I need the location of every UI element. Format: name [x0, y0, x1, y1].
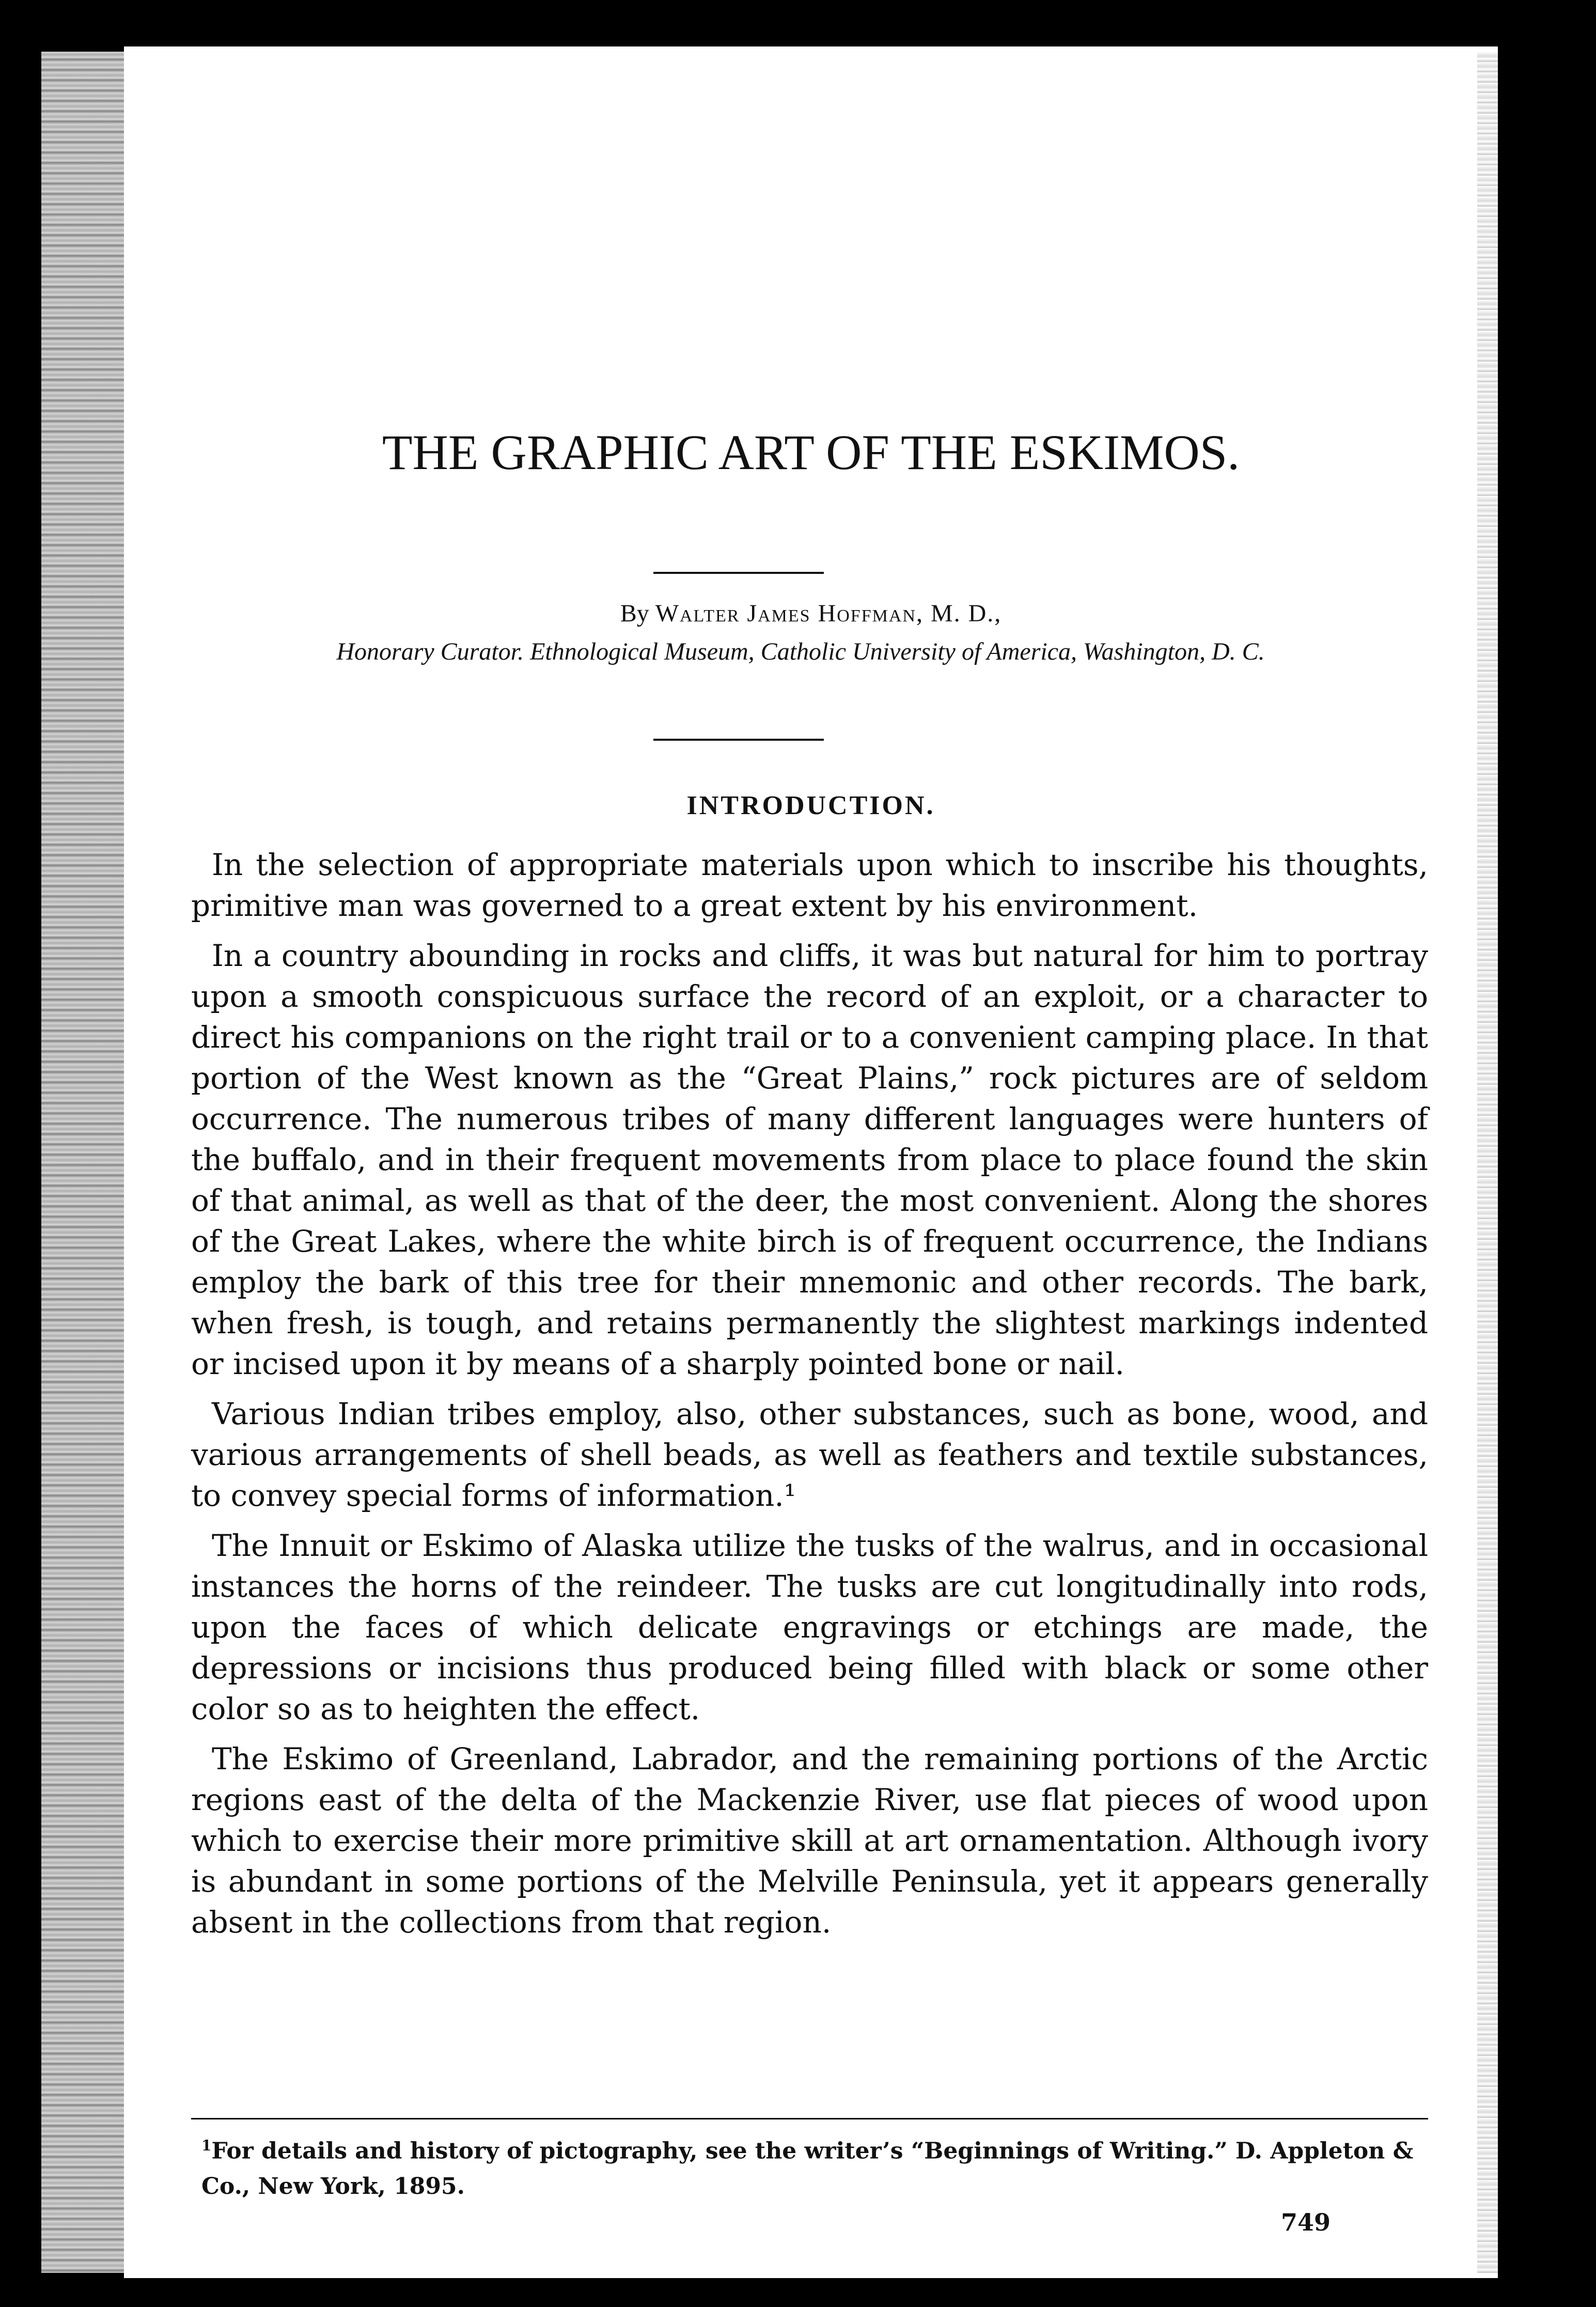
paragraph: Various Indian tribes employ, also, other substances, such as bone, wood, and various arrangements of shell beads, as well as feathers and textile substances, to convey special forms of information.¹ [191, 1396, 1428, 1513]
article-title: THE GRAPHIC ART OF THE ESKIMOS. [382, 425, 1240, 480]
footnote-text: For details and history of pictography, see the writer’s “Beginnings of Writing.” D. Appleton & Co., New York, 1895. [201, 2138, 1414, 2200]
article-body [191, 845, 1428, 1952]
page-number: 749 [1281, 2208, 1331, 2236]
author-affiliation: Honorary Curator. Ethnological Museum, Catholic University of America, Washington, D. C. [336, 638, 1265, 665]
author-name: Walter James Hoffman, M. D., [655, 600, 1002, 627]
paragraph: The Innuit or Eskimo of Alaska utilize the tusks of the walrus, and in occasional instances the horns of the reindeer. The tusks are cut longitudinally into rods, upon the faces of which delicate engravings or etchings are made, the depressions or incisions thus produced being filled with black or some other color so as to heighten the effect. [191, 1528, 1428, 1726]
byline [124, 599, 1498, 628]
page-edge [1477, 52, 1498, 2273]
byline-divider [653, 739, 824, 741]
paragraph: The Eskimo of Greenland, Labrador, and the remaining portions of the Arctic regions east of the delta of the Mackenzie River, use flat pieces of wood upon which to exercise their more primitive skill at art ornamentation. Although ivory is abundant in some portions of the Melville Peninsula, yet it appears generally absent in the collections from that region. [191, 1741, 1428, 1940]
book-page [124, 46, 1498, 2278]
section-heading: INTRODUCTION. [686, 791, 935, 820]
paragraph: In a country abounding in rocks and cliffs, it was but natural for him to portray upon a smooth conspicuous surface the record of an exploit, or a character to direct his companions on the right trail or to a convenient camping place. In that portion of the West known as the “Great Plains,” rock pictures are of seldom occurrence. The numerous tribes of many different languages were hunters of the buffalo, and in their frequent movements from place to place found the skin of that animal, as well as that of the deer, the most convenient. Along the shores of the Great Lakes, where the white birch is of frequent occurrence, the Indians employ the bark of this tree for their mnemonic and other records. The bark, when fresh, is tough, and retains permanently the slightest markings indented or incised upon it by means of a sharply pointed bone or nail. [191, 938, 1428, 1381]
paragraph: In the selection of appropriate materials upon which to inscribe his thoughts, primitive man was governed to a great extent by his environment. [191, 847, 1428, 923]
book-spine-shadow [41, 52, 129, 2273]
footnote [201, 2128, 1428, 2204]
footnote-marker: 1 [201, 2137, 212, 2154]
byline-prefix: By [620, 600, 649, 627]
title-divider [653, 572, 824, 574]
footnote-divider [191, 2118, 1428, 2119]
